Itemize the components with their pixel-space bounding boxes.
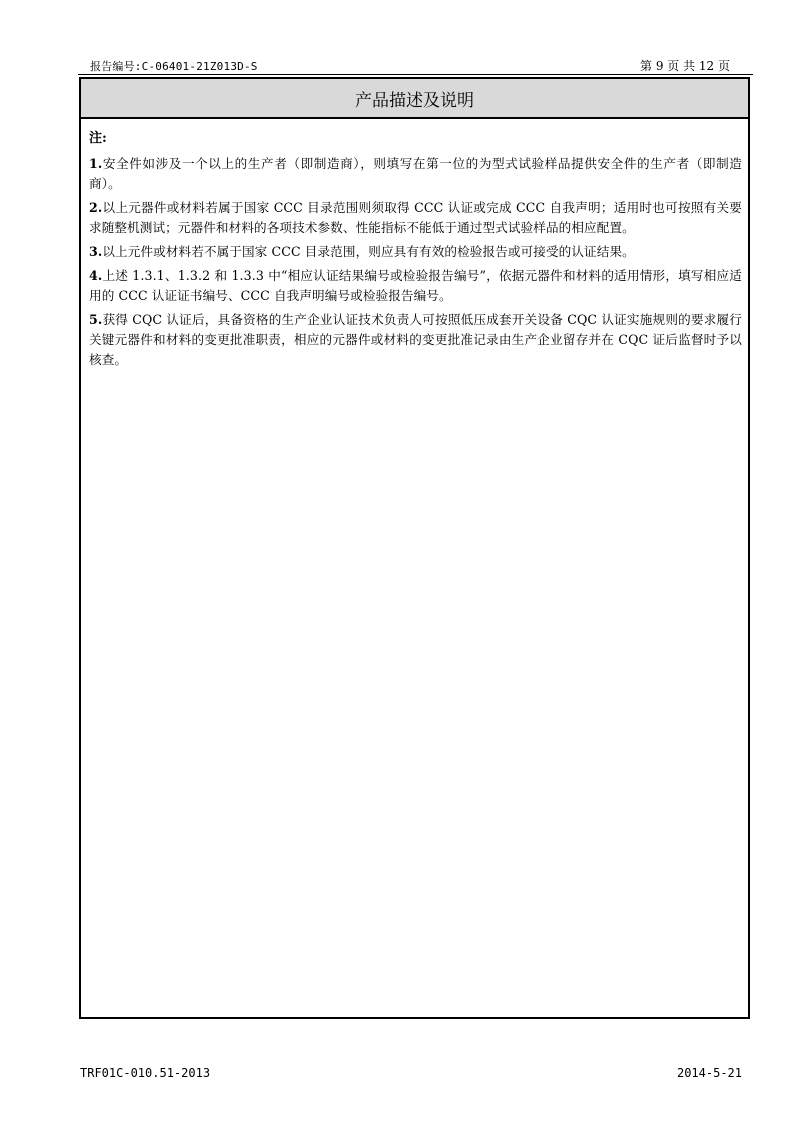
section-frame — [79, 77, 750, 1019]
issue-date: 2014-5-21 — [676, 1066, 742, 1080]
note-item-2 — [89, 198, 742, 238]
header-rule — [78, 74, 753, 75]
note-number: 5. — [89, 312, 103, 327]
page-info: 第 9 页 共 12 页 — [640, 59, 730, 73]
note-text: 以上元件或材料若不属于国家 CCC 目录范围，则应具有有效的检验报告或可接受的认证结果。 — [102, 244, 635, 259]
note-text: 安全件如涉及一个以上的生产者（即制造商），则填写在第一位的为型式试验样品提供安全件的生产者（即制造商）。 — [89, 156, 742, 191]
note-number: 4. — [89, 268, 103, 283]
note-label: 注: — [89, 131, 107, 146]
note-item-4 — [89, 266, 742, 306]
note-item-3 — [89, 242, 742, 262]
notes-content — [81, 119, 748, 370]
note-number: 1. — [89, 156, 103, 171]
note-number: 3. — [89, 244, 103, 259]
note-text: 上述 1.3.1、1.3.2 和 1.3.3 中“相应认证结果编号或检验报告编号”，依据元器件和材料的适用情形，填写相应适用的 CCC 认证证书编号、CCC 自我声明编号或检验报告编号。 — [89, 268, 742, 303]
note-item-1 — [89, 154, 742, 194]
note-text: 以上元器件或材料若属于国家 CCC 目录范围则须取得 CCC 认证或完成 CCC 自我声明；适用时也可按照有关要求随整机测试；元器件和材料的各项技术参数、性能指标不能低于通过型式试验样品的相应配置。 — [89, 200, 742, 235]
note-item-5 — [89, 310, 742, 370]
form-number: TRF01C-010.51-2013 — [80, 1066, 211, 1080]
report-number: 报告编号:C-06401-21Z013D-S — [90, 60, 258, 73]
note-text: 获得 CQC 认证后，具备资格的生产企业认证技术负责人可按照低压成套开关设备 CQC 认证实施规则的要求履行关键元器件和材料的变更批准职责，相应的元器件或材料的变更批准记录由生产企业留存并在 CQC 证后监督时予以核查。 — [89, 312, 742, 367]
section-title: 产品描述及说明 — [81, 79, 748, 119]
note-number: 2. — [89, 200, 103, 215]
